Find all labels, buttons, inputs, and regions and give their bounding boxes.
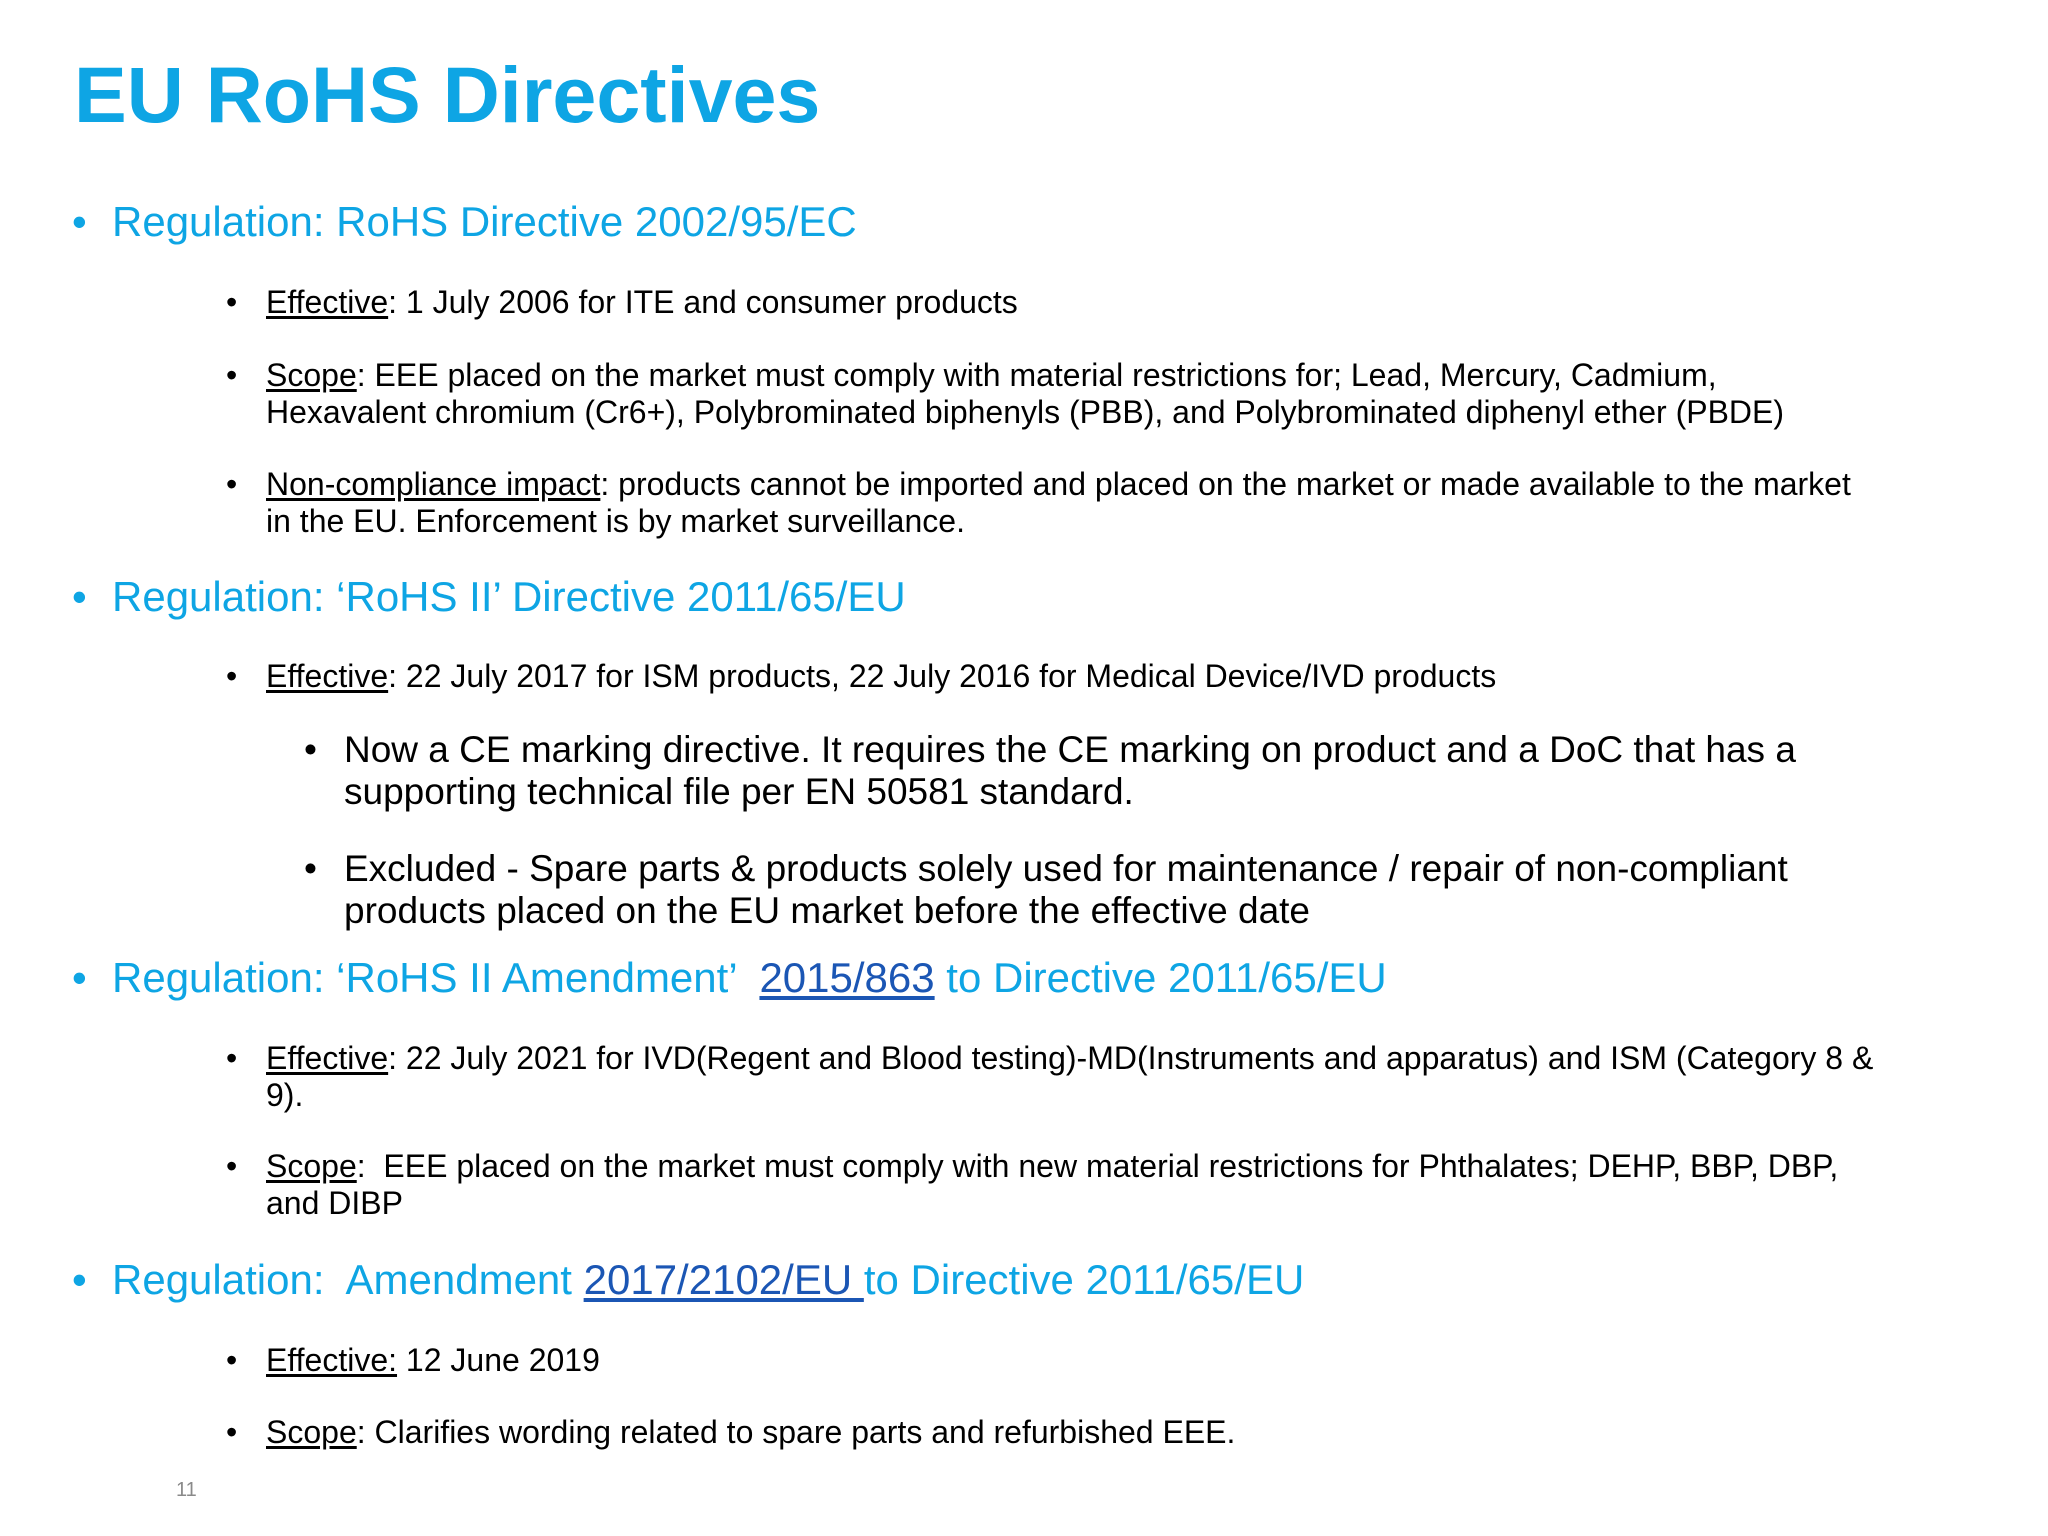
detail-bullet (226, 284, 1018, 321)
regulation-heading-text: Regulation: ‘RoHS II’ Directive 2011/65/EU (112, 573, 906, 620)
detail-text: 22 July 2021 for IVD(Regent and Blood testing)-MD(Instruments and apparatus) and ISM (Category 8 & (397, 1040, 1874, 1076)
sub-bullet-text-continued: supporting technical file per EN 50581 standard. (344, 771, 1134, 812)
detail-term-separator: : (356, 357, 366, 393)
bullet-icon: • (226, 1148, 238, 1184)
sub-bullet-text: Excluded - Spare parts & products solely used for maintenance / repair of non-compliant (344, 848, 1788, 889)
detail-text-continued: Hexavalent chromium (Cr6+), Polybrominated biphenyls (PBB), and Polybrominated diphenyl ether (PBDE) (266, 394, 1785, 430)
detail-term: Effective (266, 1040, 389, 1076)
bullet-icon: • (72, 954, 87, 1001)
bullet-icon: • (226, 466, 238, 502)
detail-bullet (226, 1342, 600, 1379)
bullet-icon: • (304, 848, 317, 889)
bullet-icon: • (226, 1040, 238, 1076)
regulation-heading-text: Regulation: ‘RoHS II Amendment’ (112, 954, 760, 1001)
detail-text: 12 June 2019 (397, 1342, 600, 1378)
detail-text-continued: and DIBP (266, 1185, 403, 1221)
detail-text: Clarifies wording related to spare parts and refurbished EEE. (365, 1414, 1236, 1450)
detail-term: Non-compliance impact (266, 466, 601, 502)
page-number: 11 (176, 1479, 197, 1501)
regulation-link[interactable]: 2017/2102/EU (583, 1256, 864, 1303)
detail-text: products cannot be imported and placed on the market or made available to the market (609, 466, 1851, 502)
bullet-icon: • (226, 1414, 238, 1450)
detail-bullet (226, 1040, 1873, 1114)
detail-term: Effective: (266, 1342, 398, 1378)
regulation-link[interactable]: 2015/863 (759, 954, 935, 1001)
regulation-heading (72, 954, 1387, 1002)
sub-bullet (304, 729, 1796, 813)
bullet-icon: • (72, 1256, 87, 1303)
bullet-icon: • (226, 357, 238, 393)
detail-text: 22 July 2017 for ISM products, 22 July 2016 for Medical Device/IVD products (397, 658, 1497, 694)
detail-text: EEE placed on the market must comply with new material restrictions for Phthalates; DEHP, BBP, DBP, (365, 1148, 1839, 1184)
bullet-icon: • (226, 284, 238, 320)
detail-bullet (226, 1148, 1838, 1222)
sub-bullet-text: Now a CE marking directive. It requires the CE marking on product and a DoC that has a (344, 729, 1796, 770)
regulation-heading-text: Regulation: RoHS Directive 2002/95/EC (112, 198, 857, 245)
detail-term-separator: : (600, 466, 610, 502)
detail-text-continued: 9). (266, 1077, 304, 1113)
detail-term-separator: : (388, 1040, 398, 1076)
detail-term: Scope (266, 1414, 357, 1450)
detail-term: Scope (266, 1148, 357, 1184)
detail-term-separator: : (388, 658, 398, 694)
detail-text-continued: in the EU. Enforcement is by market surveillance. (266, 503, 965, 539)
bullet-icon: • (72, 198, 87, 245)
detail-bullet (226, 466, 1851, 540)
detail-bullet (226, 357, 1784, 431)
regulation-heading (72, 573, 906, 621)
bullet-icon: • (304, 729, 317, 770)
detail-term-separator: : (388, 284, 398, 320)
detail-bullet (226, 1414, 1235, 1451)
bullet-icon: • (226, 658, 238, 694)
slide-title: EU RoHS Directives (74, 50, 821, 139)
detail-term: Scope (266, 357, 357, 393)
detail-text: 1 July 2006 for ITE and consumer products (397, 284, 1018, 320)
sub-bullet (304, 848, 1788, 932)
detail-term-separator: : (356, 1148, 366, 1184)
regulation-heading-text-end: to Directive 2011/65/EU (934, 954, 1387, 1001)
detail-text: EEE placed on the market must comply with material restrictions for; Lead, Mercury, Cadmium, (365, 357, 1717, 393)
regulation-heading (72, 198, 857, 246)
regulation-heading (72, 1256, 1304, 1304)
detail-bullet (226, 658, 1496, 695)
bullet-icon: • (226, 1342, 238, 1378)
regulation-heading-text-end: to Directive 2011/65/EU (863, 1256, 1305, 1303)
regulation-heading-text: Regulation: Amendment (112, 1256, 584, 1303)
detail-term: Effective (266, 284, 389, 320)
bullet-icon: • (72, 573, 87, 620)
sub-bullet-text-continued: products placed on the EU market before the effective date (344, 890, 1311, 931)
detail-term: Effective (266, 658, 389, 694)
detail-term-separator: : (356, 1414, 366, 1450)
